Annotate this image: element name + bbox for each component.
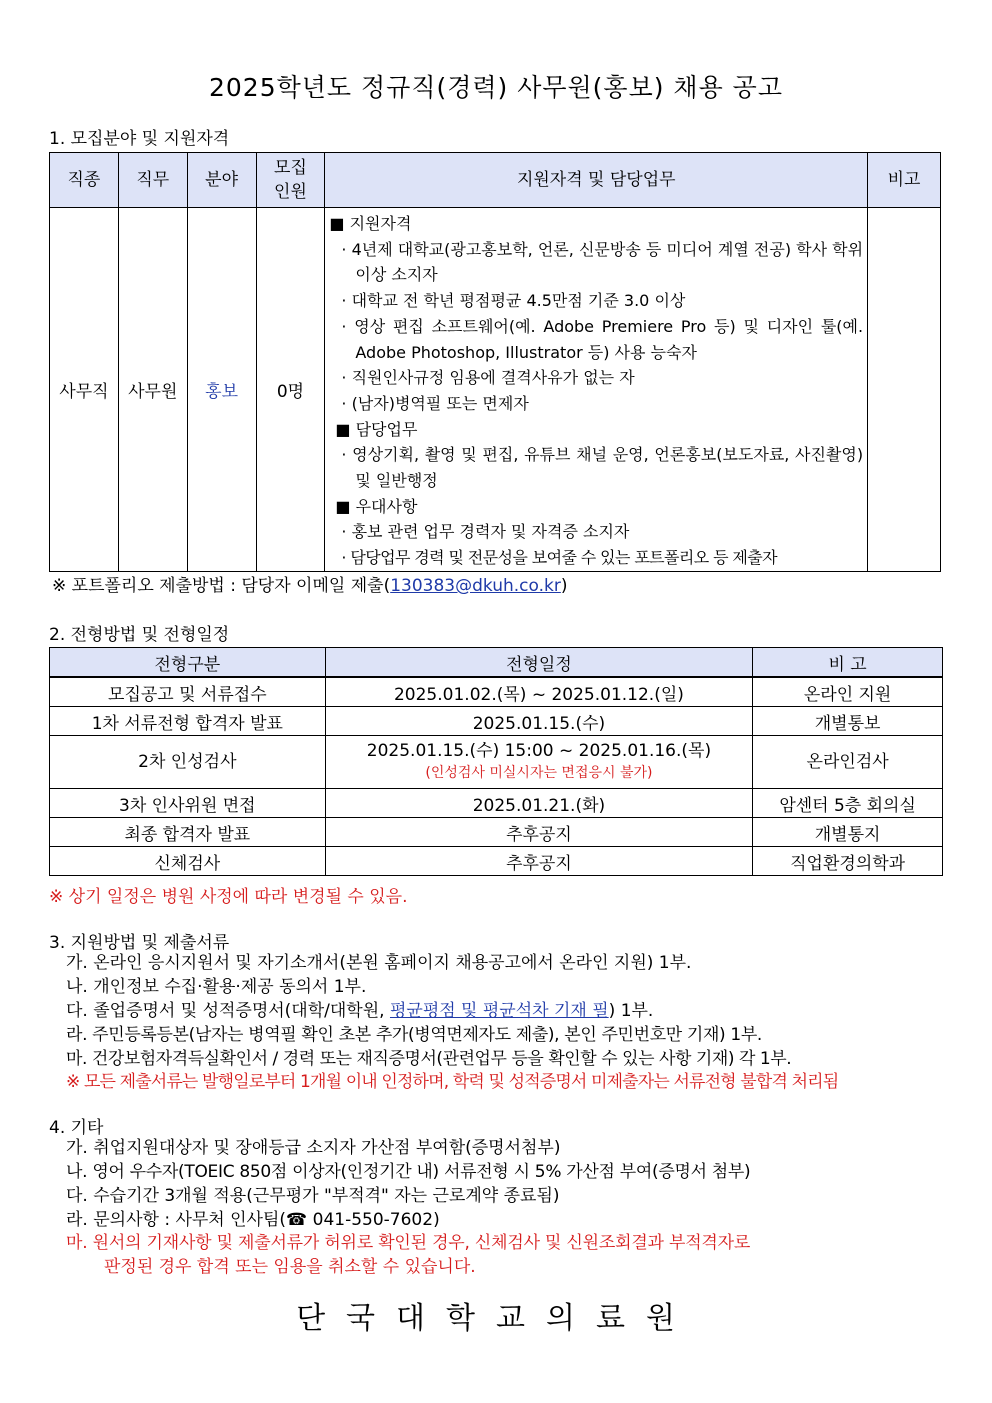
header-job-type: 직종 (50, 153, 119, 208)
qualification-item: · 대학교 전 학년 평점평균 4.5만점 기준 3.0 이상 (341, 291, 686, 311)
task-item: · 영상기획, 촬영 및 편집, 유튜브 채널 운영, 언론홍보(보도자료, 사진촬영) 및 일반행정 (341, 445, 864, 491)
remark-cell: 온라인 지원 (753, 677, 943, 707)
header-qualifications: 지원자격 및 담당업무 (325, 153, 868, 208)
section2-heading: 2. 전형방법 및 전형일정 (49, 625, 230, 645)
header-schedule: 전형일정 (325, 648, 753, 678)
document-item: 마. 건강보험자격득실확인서 / 경력 또는 재직증명서(관련업무 등을 확인할 수 있는 사항 기재) 각 1부. (66, 1049, 792, 1069)
schedule-cell: 2025.01.02.(목) ~ 2025.01.12.(일) (325, 677, 753, 707)
etc-item-warning: 마. 원서의 기재사항 및 제출서류가 허위로 확인된 경우, 신체검사 및 신원조회결과 부적격자로 (66, 1233, 751, 1253)
schedule-cell: 추후공지 (325, 847, 753, 876)
schedule-row (50, 677, 943, 707)
count-cell: 0명 (256, 208, 325, 572)
qualification-item: · 직원인사규정 임용에 결격사유가 없는 자 (341, 368, 635, 388)
middle-dot-icon: · (341, 548, 346, 568)
document-note: ※ 모든 제출서류는 발행일로부터 1개월 이내 인정하며, 학력 및 성적증명서 미제출자는 서류전형 불합격 처리됨 (66, 1072, 839, 1092)
middle-dot-icon: · (341, 239, 347, 259)
phone-number: 041-550-7602 (312, 1210, 434, 1230)
schedule-cell: 2025.01.15.(수) 15:00 ~ 2025.01.16.(목) (인성검사 미실시자는 면접응시 불가) (325, 736, 753, 789)
schedule-footnote: ※ 상기 일정은 병원 사정에 따라 변경될 수 있음. (49, 887, 408, 907)
schedule-row (50, 736, 943, 789)
portfolio-email-link[interactable]: 130383@dkuh.co.kr (390, 576, 561, 596)
note-cell (868, 208, 941, 572)
qualification-item: · (남자)병역필 또는 면제자 (341, 393, 529, 413)
etc-item: 라. 문의사항 : 사무처 인사팀(☎ 041-550-7602) (66, 1210, 440, 1230)
recruitment-row (50, 208, 941, 572)
schedule-row (50, 818, 943, 847)
stage-cell: 최종 합격자 발표 (50, 818, 326, 847)
issuer-signature: 단국대학교의료원 (296, 1301, 696, 1336)
schedule-warning: (인성검사 미실시자는 면접응시 불가) (425, 765, 653, 781)
schedule-row (50, 789, 943, 818)
recruitment-table (49, 152, 941, 572)
phone-icon: ☎ (286, 1210, 308, 1230)
black-square-icon: ■ (335, 419, 351, 439)
black-square-icon: ■ (329, 214, 345, 233)
section1-heading: 1. 모집분야 및 지원자격 (49, 129, 230, 149)
header-field: 분야 (187, 153, 256, 208)
gpa-required-note: 평균평점 및 평균석차 기재 필 (389, 1001, 609, 1021)
middle-dot-icon: · (341, 445, 347, 465)
section3-heading: 3. 지원방법 및 제출서류 (49, 933, 230, 953)
qualification-heading: ■ 지원자격 (329, 214, 412, 233)
document-item: 라. 주민등록등본(남자는 병역필 확인 초본 추가(병역면제자도 제출), 본인 주민번호만 기재) 1부. (66, 1025, 762, 1045)
etc-item: 나. 영어 우수자(TOEIC 850점 이상자(인정기간 내) 서류전형 시 5% 가산점 부여(증명서 첨부) (66, 1162, 751, 1182)
stage-cell: 1차 서류전형 합격자 발표 (50, 707, 326, 736)
schedule-cell: 추후공지 (325, 818, 753, 847)
portfolio-note: ※ 포트폴리오 제출방법 : 담당자 이메일 제출(130383@dkuh.co.kr) (52, 576, 568, 596)
header-duty: 직무 (118, 153, 187, 208)
remark-cell: 개별통지 (753, 818, 943, 847)
stage-cell: 신체검사 (50, 847, 326, 876)
preference-heading: ■ 우대사항 (335, 496, 418, 516)
middle-dot-icon: · (341, 393, 347, 413)
middle-dot-icon: · (341, 316, 347, 336)
header-note: 비고 (868, 153, 941, 208)
remark-cell: 암센터 5층 회의실 (753, 789, 943, 818)
header-remarks: 비 고 (753, 648, 943, 678)
middle-dot-icon: · (341, 291, 347, 311)
section4-heading: 4. 기타 (49, 1118, 104, 1138)
preference-item: · 담당업무 경력 및 전문성을 보여줄 수 있는 포트폴리오 등 제출자 (341, 548, 778, 568)
middle-dot-icon: · (341, 522, 347, 542)
etc-item: 가. 취업지원대상자 및 장애등급 소지자 가산점 부여함(증명서첨부) (66, 1138, 561, 1158)
job-type-cell: 사무직 (50, 208, 119, 572)
document-item: 가. 온라인 응시지원서 및 자기소개서(본원 홈페이지 채용공고에서 온라인 지원) 1부. (66, 953, 692, 973)
remark-cell: 직업환경의학과 (753, 847, 943, 876)
stage-cell: 모집공고 및 서류접수 (50, 677, 326, 707)
header-stage: 전형구분 (50, 648, 326, 678)
preference-item: · 홍보 관련 업무 경력자 및 자격증 소지자 (341, 522, 630, 542)
stage-cell: 3차 인사위원 면접 (50, 789, 326, 818)
recruitment-header-row (50, 153, 941, 208)
qualification-item: · 영상 편집 소프트웨어(예. Adobe Premiere Pro 등) 및 디자인 툴(예. Adobe Photoshop, Illustrator 등) 사용 능숙자 (341, 316, 864, 362)
schedule-header-row (50, 648, 943, 678)
schedule-row (50, 707, 943, 736)
qualification-item: · 4년제 대학교(광고홍보학, 언론, 신문방송 등 미디어 계열 전공) 학사 학위이상 소지자 (341, 239, 864, 285)
tasks-heading: ■ 담당업무 (335, 419, 418, 439)
schedule-cell: 2025.01.15.(수) (325, 707, 753, 736)
stage-cell: 2차 인성검사 (50, 736, 326, 789)
remark-cell: 개별통보 (753, 707, 943, 736)
black-square-icon: ■ (335, 496, 351, 516)
header-count: 모집 인원 (256, 153, 325, 208)
etc-item-warning-cont: 판정된 경우 합격 또는 임용을 취소할 수 있습니다. (104, 1257, 476, 1277)
schedule-table (49, 647, 943, 876)
document-item: 다. 졸업증명서 및 성적증명서(대학/대학원, 평균평점 및 평균석차 기재 필) 1부. (66, 1001, 654, 1021)
document-item: 나. 개인정보 수집·활용·제공 동의서 1부. (66, 977, 367, 997)
etc-item: 다. 수습기간 3개월 적용(근무평가 "부적격" 자는 근로계약 종료됨) (66, 1186, 560, 1206)
middle-dot-icon: · (341, 368, 347, 388)
schedule-row (50, 847, 943, 876)
field-cell: 홍보 (187, 208, 256, 572)
duty-cell: 사무원 (118, 208, 187, 572)
qualification-detail-cell (325, 208, 868, 572)
schedule-cell: 2025.01.21.(화) (325, 789, 753, 818)
remark-cell: 온라인검사 (753, 736, 943, 789)
page-title: 2025학년도 정규직(경력) 사무원(홍보) 채용 공고 (209, 73, 783, 102)
